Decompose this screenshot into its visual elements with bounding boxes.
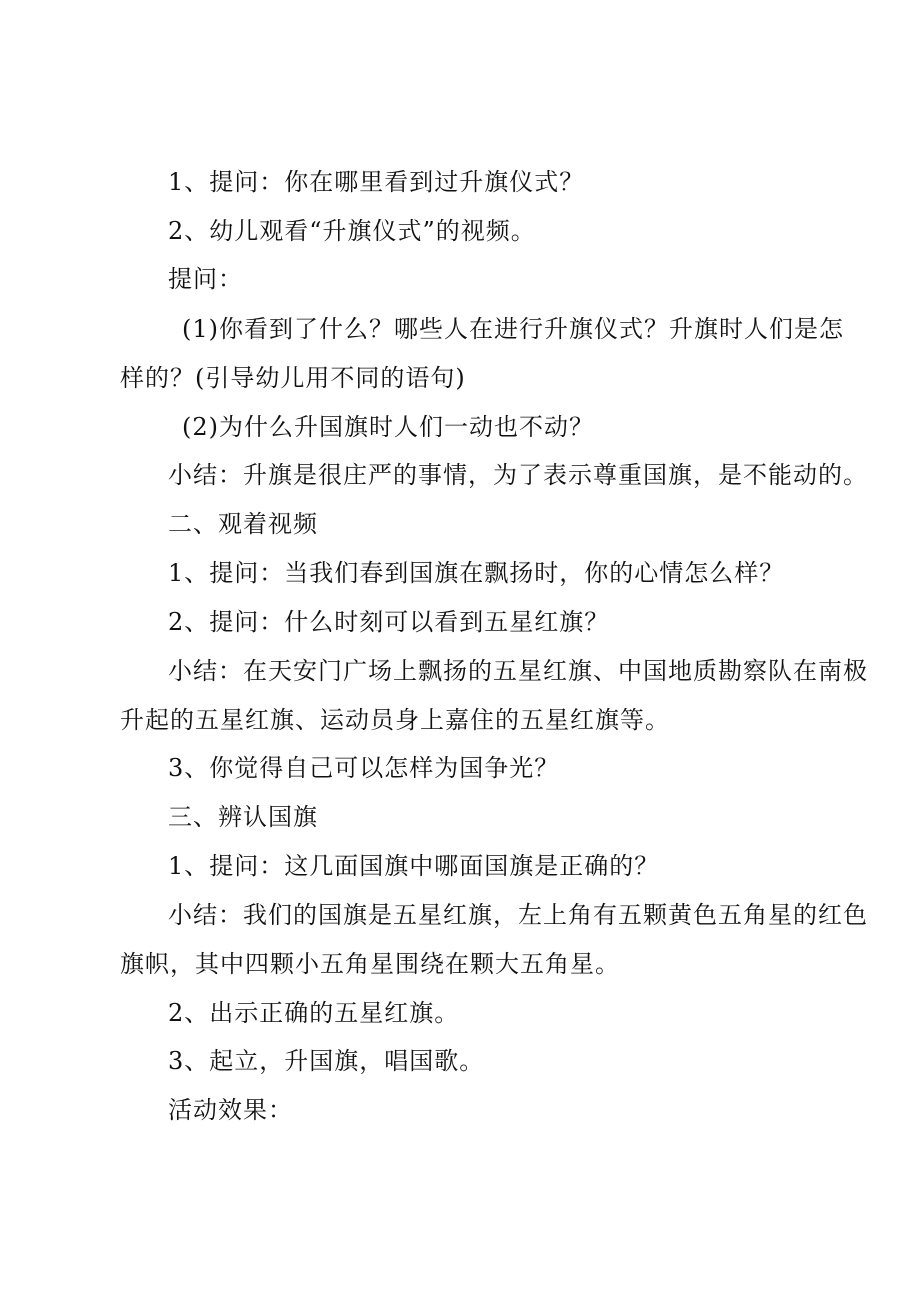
text-line: 升起的五星红旗、运动员身上嘉住的五星红旗等。 xyxy=(120,706,670,734)
text-line: 1、提问：当我们春到国旗在飘扬时，你的心情怎么样？ xyxy=(168,559,785,587)
text-line: (2)为什么升国旗时人们一动也不动？ xyxy=(182,413,594,441)
text-line: 小结：在天安门广场上飘扬的五星红旗、中国地质勘察队在南极 xyxy=(168,657,868,685)
text-line: 3、你觉得自己可以怎样为国争光？ xyxy=(168,754,560,782)
text-line: 旗帜，其中四颗小五角星围绕在颗大五角星。 xyxy=(120,950,620,978)
text-line: 小结：升旗是很庄严的事情，为了表示尊重国旗，是不能动的。 xyxy=(168,461,868,489)
text-line: 1、提问：你在哪里看到过升旗仪式？ xyxy=(168,168,585,196)
text-line: 提问： xyxy=(168,265,243,293)
text-line: 二、观着视频 xyxy=(168,510,318,538)
text-line: 样的？(引导幼儿用不同的语句) xyxy=(120,364,466,392)
text-line: 三、辨认国旗 xyxy=(168,803,318,831)
text-line: 1、提问：这几面国旗中哪面国旗是正确的？ xyxy=(168,852,660,880)
text-line: 3、起立，升国旗，唱国歌。 xyxy=(168,1047,485,1075)
text-line: 2、出示正确的五星红旗。 xyxy=(168,999,460,1027)
text-line: 小结：我们的国旗是五星红旗，左上角有五颗黄色五角星的红色 xyxy=(168,901,868,929)
text-line: 2、提问：什么时刻可以看到五星红旗？ xyxy=(168,608,610,636)
text-line: 2、幼儿观看“升旗仪式”的视频。 xyxy=(168,217,536,245)
text-line: (1)你看到了什么？哪些人在进行升旗仪式？升旗时人们是怎 xyxy=(182,315,844,343)
text-line: 活动效果： xyxy=(168,1096,293,1124)
